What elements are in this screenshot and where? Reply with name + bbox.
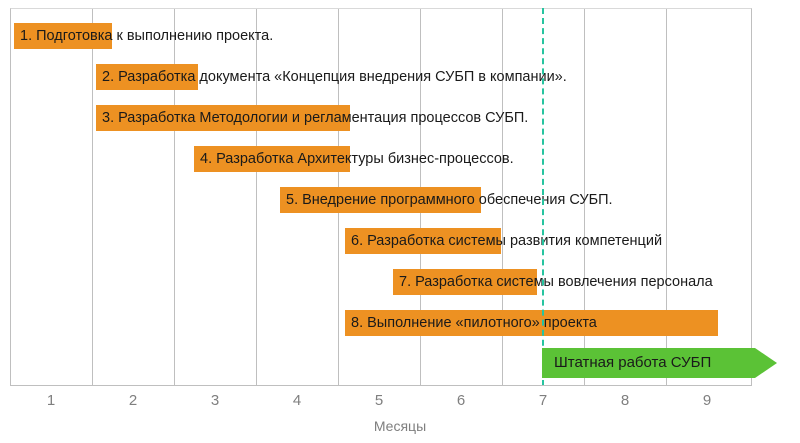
xtick-2: 2 (128, 392, 138, 409)
phase-marker-line (542, 8, 544, 386)
task-label-7: 7. Разработка системы вовлечения персонала (399, 274, 713, 290)
arrow-label: Штатная работа СУБП (554, 354, 712, 371)
arrow-head-icon (755, 348, 777, 378)
xtick-5: 5 (374, 392, 384, 409)
x-axis-line (10, 385, 752, 386)
gridline-1 (92, 9, 93, 386)
task-label-2: 2. Разработка документа «Концепция внедрения СУБП в компании». (102, 69, 567, 85)
task-label-5: 5. Внедрение программного обеспечения СУБП. (286, 192, 613, 208)
xtick-3: 3 (210, 392, 220, 409)
task-label-4: 4. Разработка Архитектуры бизнес-процессов. (200, 151, 514, 167)
xtick-8: 8 (620, 392, 630, 409)
xtick-4: 4 (292, 392, 302, 409)
xtick-1: 1 (46, 392, 56, 409)
steady-state-arrow (542, 348, 777, 378)
task-label-1: 1. Подготовка к выполнению проекта. (20, 28, 274, 44)
xtick-7: 7 (538, 392, 548, 409)
task-label-3: 3. Разработка Методологии и регламентация процессов СУБП. (102, 110, 529, 126)
xtick-9: 9 (702, 392, 712, 409)
task-label-6: 6. Разработка системы развития компетенций (351, 233, 663, 249)
x-axis-title: Месяцы (373, 418, 427, 434)
xtick-6: 6 (456, 392, 466, 409)
task-label-8: 8. Выполнение «пилотного» проекта (351, 315, 597, 331)
